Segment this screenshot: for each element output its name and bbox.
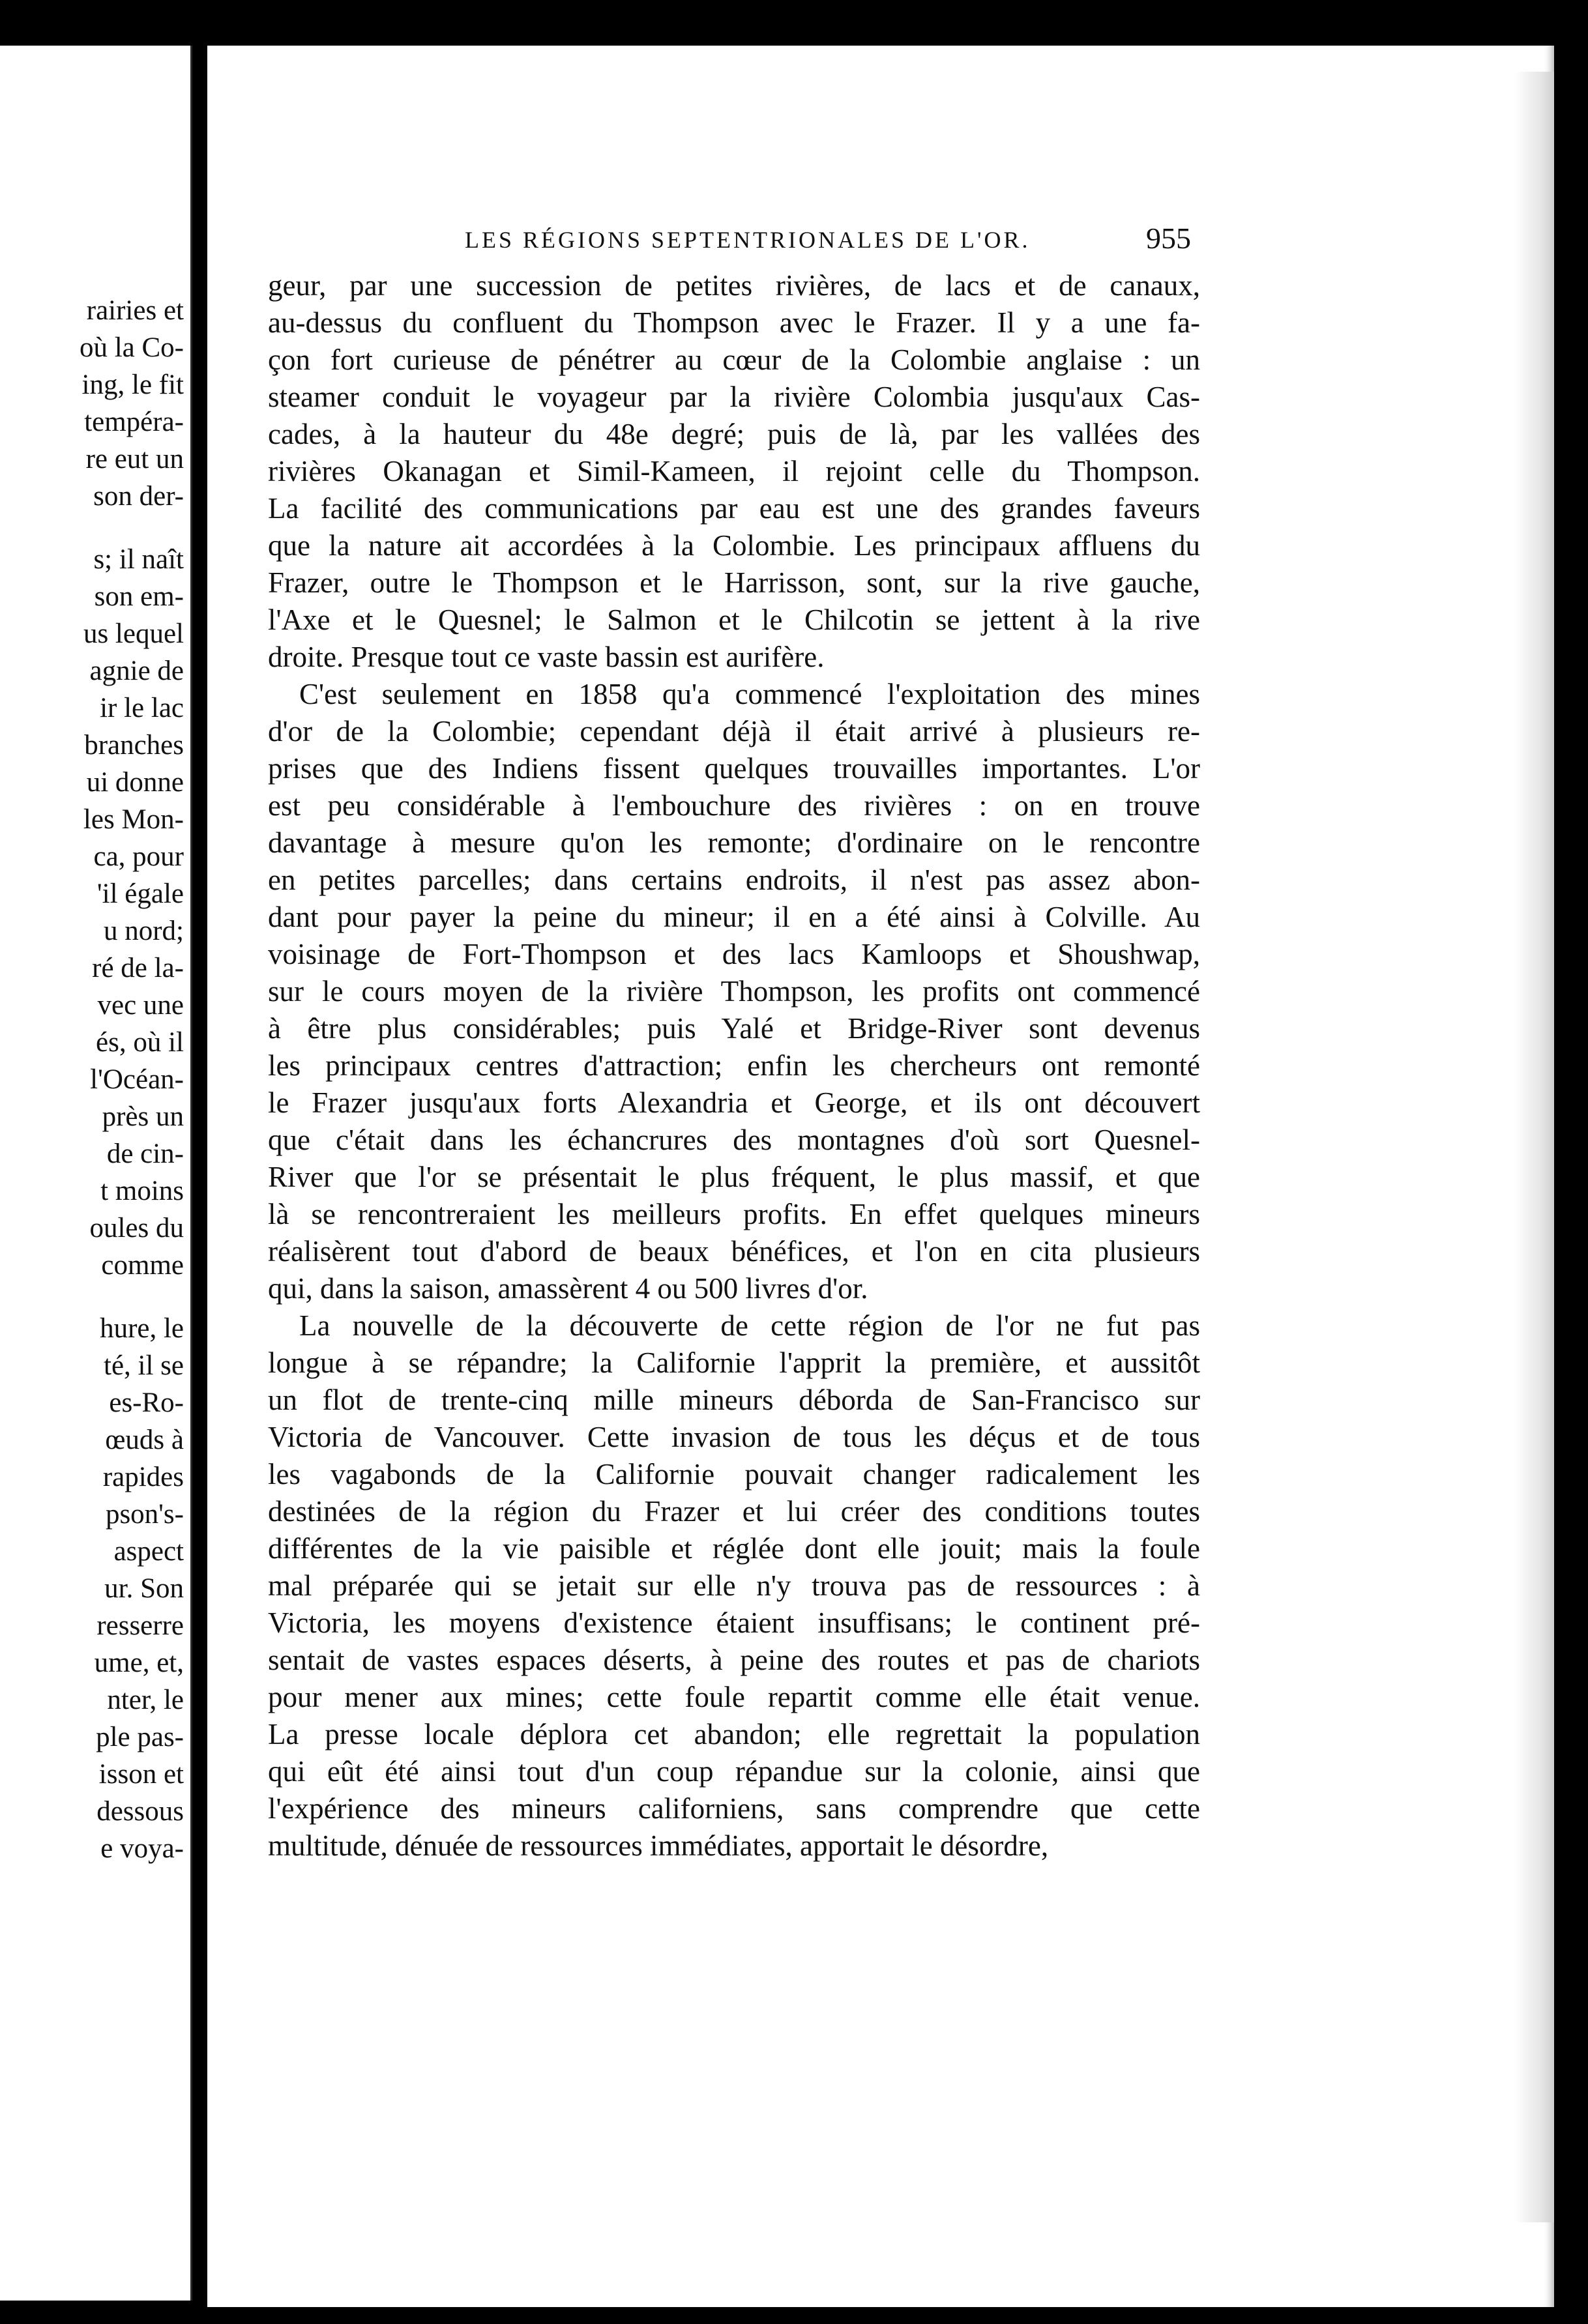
- text-line: geur, par une succession de petites rivières, de lacs et de canaux,: [268, 269, 1200, 302]
- facing-page-line: ume, et,: [94, 1648, 184, 1678]
- facing-page-line: ple pas-: [96, 1722, 184, 1752]
- text-line: longue à se répandre; la Californie l'apprit la première, et aussitôt: [268, 1346, 1200, 1379]
- text-line: River que l'or se présentait le plus fréquent, le plus massif, et que: [268, 1161, 1200, 1193]
- text-line: Victoria, les moyens d'existence étaient insuffisans; le continent pré-: [268, 1606, 1200, 1639]
- facing-page-line: [1, 1284, 184, 1310]
- text-line: voisinage de Fort-Thompson et des lacs Kamloops et Shoushwap,: [268, 938, 1200, 970]
- text-line: multitude, dénuée de ressources immédiates, apportait le désordre,: [268, 1829, 1049, 1862]
- text-line: en petites parcelles; dans certains endroits, il n'est pas assez abon-: [268, 864, 1200, 896]
- facing-page-line: de cin-: [106, 1139, 184, 1169]
- facing-page-line: hure, le: [100, 1313, 184, 1344]
- facing-page-line: ca, pour: [93, 841, 184, 872]
- running-head-title: LES RÉGIONS SEPTENTRIONALES DE L'OR.: [465, 227, 1031, 253]
- facing-page-line: son der-: [93, 481, 184, 512]
- body-text: [268, 267, 1200, 1865]
- facing-page-line: t moins: [100, 1176, 184, 1206]
- facing-page-line: s; il naît: [93, 544, 184, 575]
- text-line: C'est seulement en 1858 qu'a commencé l'exploitation des mines: [299, 678, 1200, 710]
- text-line: les vagabonds de la Californie pouvait changer radicalement les: [268, 1458, 1200, 1490]
- text-line: La facilité des communications par eau est une des grandes faveurs: [268, 492, 1200, 525]
- facing-page-text: [1, 292, 184, 1867]
- text-line: steamer conduit le voyageur par la rivière Colombia jusqu'aux Cas-: [268, 381, 1200, 413]
- facing-page-line: oules du: [89, 1213, 184, 1243]
- facing-page-line: les Mon-: [83, 804, 184, 835]
- facing-page-line: és, où il: [96, 1027, 184, 1058]
- text-line: est peu considérable à l'embouchure des rivières : on en trouve: [268, 789, 1200, 822]
- text-line: que c'était dans les échancrures des montagnes d'où sort Quesnel-: [268, 1124, 1200, 1156]
- text-line: mal préparée qui se jetait sur elle n'y trouva pas de ressources : à: [268, 1569, 1200, 1602]
- text-line: prises que des Indiens fissent quelques trouvailles importantes. L'or: [268, 752, 1200, 785]
- facing-page-line: u nord;: [103, 916, 184, 946]
- text-line: dant pour payer la peine du mineur; il en a été ainsi à Colville. Au: [268, 901, 1200, 933]
- facing-page-line: rapides: [102, 1462, 184, 1492]
- facing-page-line: l'Océan-: [90, 1064, 184, 1095]
- text-line: les principaux centres d'attraction; enfin les chercheurs ont remonté: [268, 1049, 1200, 1082]
- facing-page-line: tempéra-: [84, 407, 184, 437]
- text-line: pour mener aux mines; cette foule repartit comme elle était venue.: [268, 1681, 1200, 1713]
- facing-page-line: branches: [84, 730, 184, 761]
- text-line: sentait de vastes espaces déserts, à peine des routes et pas de chariots: [268, 1644, 1200, 1676]
- text-line: le Frazer jusqu'aux forts Alexandria et George, et ils ont découvert: [268, 1086, 1200, 1119]
- facing-page-line: où la Co-: [79, 332, 184, 363]
- facing-page-line: dessous: [96, 1796, 184, 1827]
- facing-page-line: us lequel: [83, 618, 184, 649]
- text-line: sur le cours moyen de la rivière Thompson, les profits ont commencé: [268, 975, 1200, 1008]
- text-line: qui, dans la saison, amassèrent 4 ou 500 livres d'or.: [268, 1272, 868, 1305]
- text-line: rivières Okanagan et Simil-Kameen, il rejoint celle du Thompson.: [268, 455, 1200, 487]
- facing-page-line: agnie de: [89, 656, 184, 686]
- facing-page-line: 'il égale: [96, 879, 184, 909]
- facing-page-line: nter, le: [107, 1685, 184, 1715]
- facing-page-line: [1, 515, 184, 541]
- text-line: l'expérience des mineurs californiens, sans comprendre que cette: [268, 1792, 1200, 1825]
- facing-page-line: ing, le fit: [81, 370, 184, 400]
- facing-page-line: resserre: [96, 1610, 184, 1641]
- text-line: davantage à mesure qu'on les remonte; d'ordinaire on le rencontre: [268, 826, 1200, 859]
- page-number: 955: [1146, 222, 1191, 255]
- text-line: çon fort curieuse de pénétrer au cœur de la Colombie anglaise : un: [268, 343, 1200, 376]
- facing-page-left: [0, 46, 192, 2301]
- text-line: droite. Presque tout ce vaste bassin est aurifère.: [268, 641, 825, 673]
- running-head: [207, 222, 1554, 265]
- facing-page-line: comme: [101, 1250, 184, 1281]
- facing-page-line: e voya-: [100, 1833, 184, 1864]
- facing-page-line: isson et: [98, 1759, 184, 1790]
- facing-page-line: re eut un: [85, 444, 184, 474]
- text-line: là se rencontreraient les meilleurs profits. En effet quelques mineurs: [268, 1198, 1200, 1230]
- text-line: cades, à la hauteur du 48e degré; puis de là, par les vallées des: [268, 418, 1200, 450]
- text-line: qui eût été ainsi tout d'un coup répandue sur la colonie, ainsi que: [268, 1755, 1200, 1788]
- facing-page-line: té, il se: [104, 1350, 184, 1381]
- facing-page-line: près un: [102, 1101, 184, 1132]
- facing-page-line: pson's-: [105, 1499, 184, 1530]
- text-line: La nouvelle de la découverte de cette région de l'or ne fut pas: [299, 1309, 1200, 1342]
- facing-page-line: œuds à: [105, 1425, 184, 1455]
- text-line: Victoria de Vancouver. Cette invasion de tous les déçus et de tous: [268, 1421, 1200, 1453]
- facing-page-line: ré de la-: [92, 953, 184, 983]
- text-line: destinées de la région du Frazer et lui créer des conditions toutes: [268, 1495, 1200, 1528]
- facing-page-line: aspect: [113, 1536, 184, 1567]
- text-line: Frazer, outre le Thompson et le Harrisson, sont, sur la rive gauche,: [268, 566, 1200, 599]
- page-edge: [1515, 72, 1554, 2222]
- text-line: au-dessus du confluent du Thompson avec le Frazer. Il y a une fa-: [268, 306, 1200, 339]
- text-line: que la nature ait accordées à la Colombie. Les principaux affluens du: [268, 529, 1200, 562]
- facing-page-line: ur. Son: [104, 1573, 184, 1604]
- text-line: un flot de trente-cinq mille mineurs déborda de San-Francisco sur: [268, 1384, 1200, 1416]
- facing-page-line: vec une: [97, 990, 184, 1021]
- facing-page-line: es-Ro-: [109, 1387, 184, 1418]
- text-line: réalisèrent tout d'abord de beaux bénéfices, et l'on en cita plusieurs: [268, 1235, 1200, 1268]
- facing-page-line: ir le lac: [100, 693, 184, 723]
- book-page: [207, 46, 1554, 2307]
- facing-page-line: ui donne: [86, 767, 184, 798]
- facing-page-line: son em-: [94, 581, 184, 612]
- text-line: l'Axe et le Quesnel; le Salmon et le Chilcotin se jettent à la rive: [268, 603, 1200, 636]
- text-line: d'or de la Colombie; cependant déjà il était arrivé à plusieurs re-: [268, 715, 1200, 748]
- text-line: La presse locale déplora cet abandon; elle regrettait la population: [268, 1718, 1200, 1750]
- facing-page-line: rairies et: [86, 295, 184, 326]
- text-line: différentes de la vie paisible et réglée dont elle jouit; mais la foule: [268, 1532, 1200, 1565]
- text-line: à être plus considérables; puis Yalé et Bridge-River sont devenus: [268, 1012, 1200, 1045]
